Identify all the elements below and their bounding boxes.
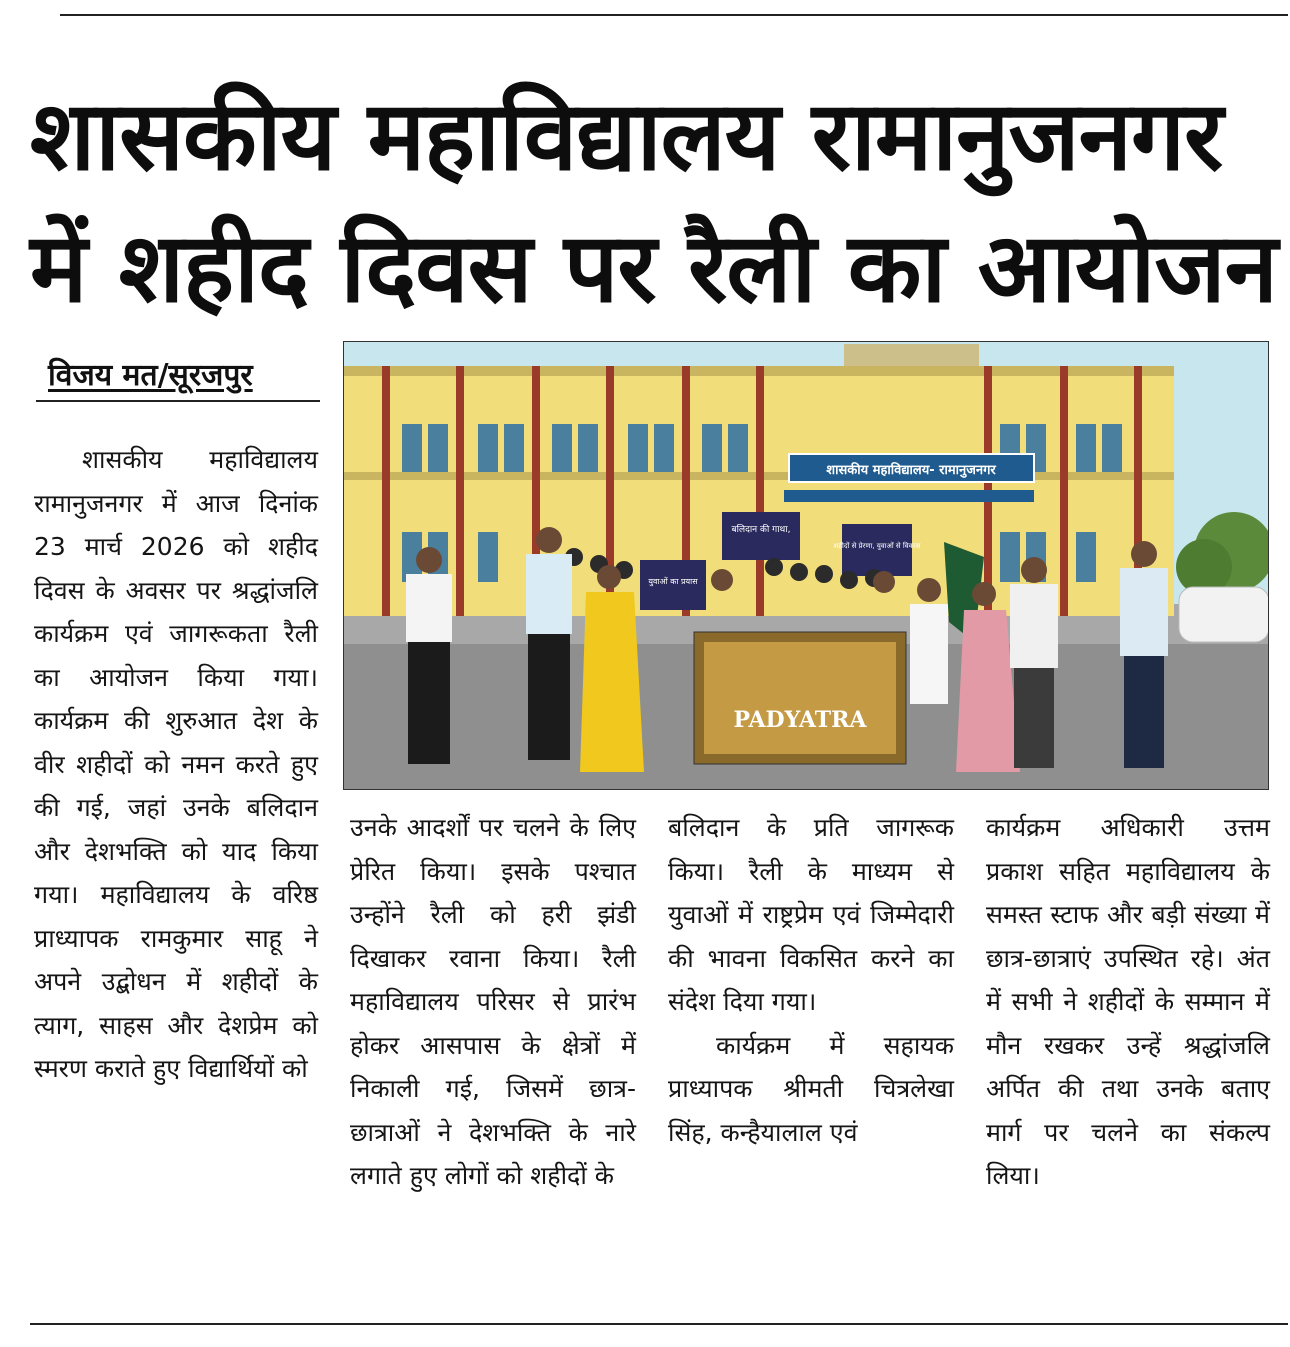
news-photo [343,341,1269,790]
placard-text-3: शहीदों से प्रेरणा, युवाओं से विकास [833,542,921,550]
placard-text-2: युवाओं का प्रयास [648,577,698,586]
photo-sub-sign [784,490,1034,502]
placard-text-1: बलिदान की गाथा, [731,525,791,535]
article-column-4 [986,806,1270,1198]
signboard-text: शासकीय महाविद्यालय- रामानुजनगर [826,463,996,478]
article-column-2 [350,806,636,1198]
article-paragraph: बलिदान के प्रति जागरूक किया। रैली के माध्यम से युवाओं में राष्ट्रप्रेम एवं जिम्मेदारी की भावना विकसित करने का संदेश दिया गया। [668,813,954,1016]
article-column-1 [34,438,318,1091]
byline-rule [36,400,320,402]
article-column-3 [668,806,954,1154]
top-rule [60,14,1288,16]
rally-photo-illustration [344,342,1269,790]
headline-line-1: शासकीय महाविद्यालय रामानुजनगर [30,80,1223,192]
bottom-rule [30,1323,1288,1325]
article-paragraph: कार्यक्रम में सहायक प्राध्यापक श्रीमती चित्रलेखा सिंह, कन्हैयालाल एवं [668,1030,954,1147]
headline-line-2: में शहीद दिवस पर रैली का आयोजन [30,212,1277,324]
article-paragraph: उनके आदर्शों पर चलने के लिए प्रेरित किया। इसके पश्चात उन्होंने रैली को हरी झंडी दिखाकर रवाना किया। रैली महाविद्यालय परिसर से प्रारंभ होकर आसपास के क्षेत्रों में निकाली गई, जिसमें छात्र-छात्राओं ने देशभक्ति के नारे लगाते हुए लोगों को शहीदों के [350,813,636,1190]
photo-placard [842,524,912,576]
photo-car [1179,587,1269,642]
byline: विजय मत/सूरजपुर [48,358,253,393]
banner-text: PADYATRA [733,707,867,733]
photo-placard [722,512,800,560]
article-paragraph: शासकीय महाविद्यालय रामानुजनगर में आज दिनांक 23 मार्च 2026 को शहीद दिवस के अवसर पर श्रद्धांजलि कार्यक्रम एवं जागरूकता रैली का आयोजन किया गया। कार्यक्रम की शुरुआत देश के वीर शहीदों को नमन करते हुए की गई, जहां उनके बलिदान और देशभक्ति को याद किया गया। महाविद्यालय के वरिष्ठ प्राध्यापक रामकुमार साहू ने अपने उद्बोधन में शहीदों के त्याग, साहस और देशप्रेम को स्मरण कराते हुए विद्यार्थियों को [34,445,318,1083]
article-paragraph: कार्यक्रम अधिकारी उत्तम प्रकाश सहित महाविद्यालय के समस्त स्टाफ और बड़ी संख्या में छात्र-छात्राएं उपस्थित रहे। अंत में सभी ने शहीदों के सम्मान में मौन रखकर उन्हें श्रद्धांजलि अर्पित की तथा उनके बताए मार्ग पर चलने का संकल्प लिया। [986,813,1270,1190]
headline [30,70,1277,334]
